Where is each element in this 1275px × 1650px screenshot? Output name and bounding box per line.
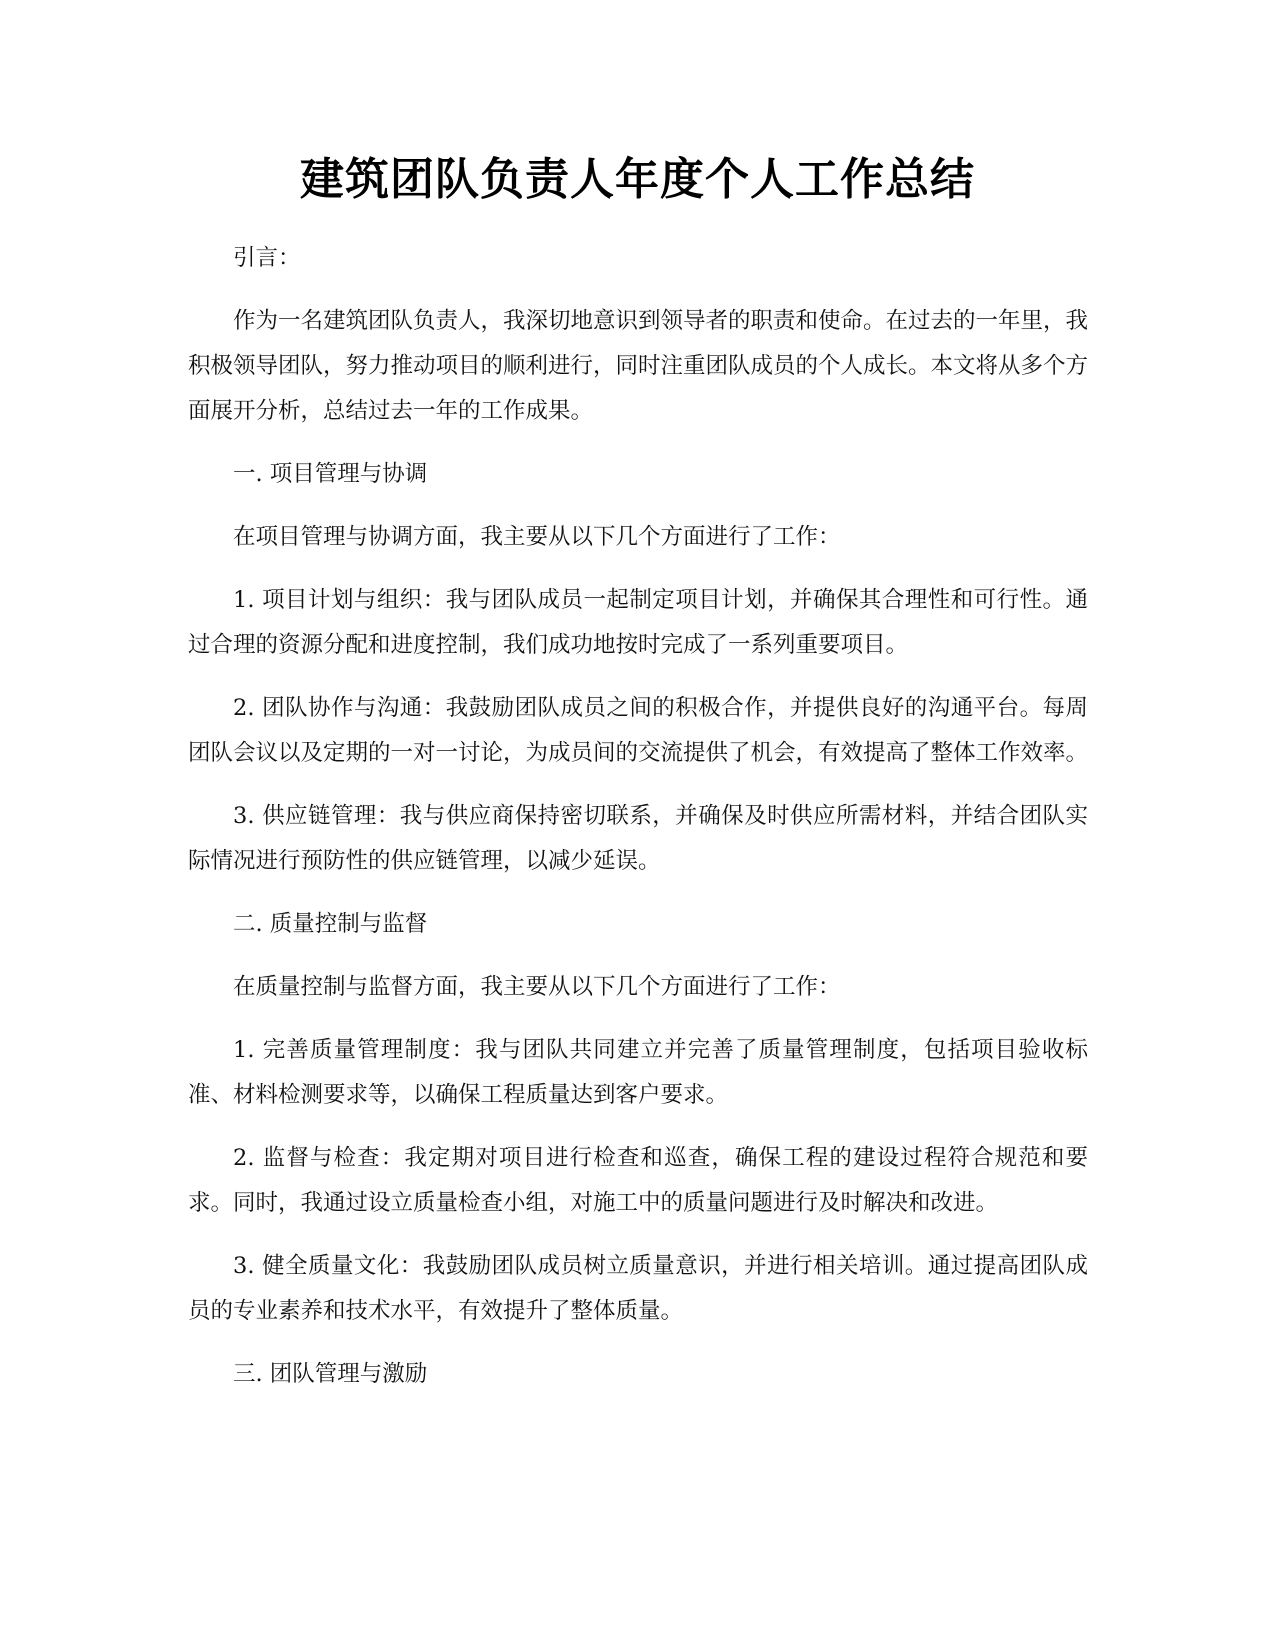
section-heading-2: 二. 质量控制与监督 <box>233 911 428 937</box>
intro-label: 引言： <box>233 245 301 271</box>
section-heading-1: 一. 项目管理与协调 <box>233 461 428 487</box>
section-heading-3: 三. 团队管理与激励 <box>233 1361 428 1387</box>
section-2-item-1: 1. 完善质量管理制度：我与团队共同建立并完善了质量管理制度，包括项目验收标准、材料检测要求等，以确保工程质量达到客户要求。 <box>188 1037 1088 1108</box>
section-1-item-2: 2. 团队协作与沟通：我鼓励团队成员之间的积极合作，并提供良好的沟通平台。每周团队会议以及定期的一对一讨论，为成员间的交流提供了机会，有效提高了整体工作效率。 <box>188 695 1089 766</box>
section-1-item-3: 3. 供应链管理：我与供应商保持密切联系，并确保及时供应所需材料，并结合团队实际情况进行预防性的供应链管理，以减少延误。 <box>188 803 1088 874</box>
section-2-item-3: 3. 健全质量文化：我鼓励团队成员树立质量意识，并进行相关培训。通过提高团队成员的专业素养和技术水平，有效提升了整体质量。 <box>188 1253 1088 1324</box>
intro-paragraph: 作为一名建筑团队负责人，我深切地意识到领导者的职责和使命。在过去的一年里，我积极领导团队，努力推动项目的顺利进行，同时注重团队成员的个人成长。本文将从多个方面展开分析，总结过去一年的工作成果。 <box>188 308 1089 424</box>
section-1-intro: 在项目管理与协调方面，我主要从以下几个方面进行了工作： <box>233 524 841 550</box>
section-2-item-2: 2. 监督与检查：我定期对项目进行检查和巡查，确保工程的建设过程符合规范和要求。同时，我通过设立质量检查小组，对施工中的质量问题进行及时解决和改进。 <box>188 1145 1088 1216</box>
section-2-intro: 在质量控制与监督方面，我主要从以下几个方面进行了工作： <box>233 974 841 1000</box>
document-body <box>188 236 1088 1415</box>
document-title: 建筑团队负责人年度个人工作总结 <box>300 154 975 205</box>
section-1-item-1: 1. 项目计划与组织：我与团队成员一起制定项目计划，并确保其合理性和可行性。通过合理的资源分配和进度控制，我们成功地按时完成了一系列重要项目。 <box>188 587 1088 658</box>
